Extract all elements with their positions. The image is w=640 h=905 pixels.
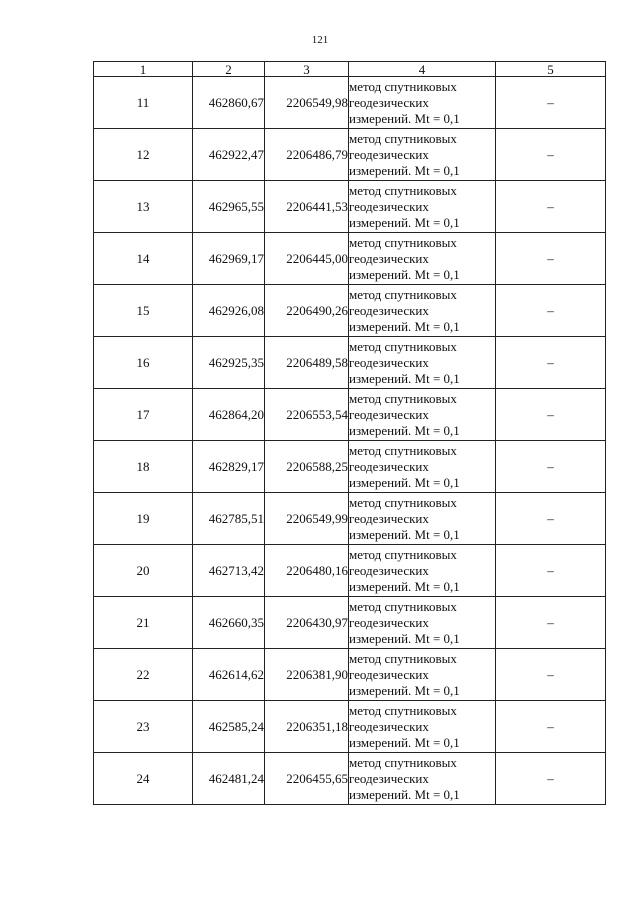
coord-y: 2206486,79 <box>265 129 349 181</box>
method-line-2: геодезических <box>349 250 429 266</box>
method-description <box>349 597 496 649</box>
header-col-4: 4 <box>349 62 496 77</box>
header-col-2: 2 <box>193 62 265 77</box>
coord-x: 462925,35 <box>193 337 265 389</box>
coord-x: 462864,20 <box>193 389 265 441</box>
note-cell: – <box>496 441 606 493</box>
method-line-3: измерений. Mt = 0,1 <box>349 578 460 594</box>
method-line-1: метод спутниковых <box>349 338 457 354</box>
coord-y: 2206489,58 <box>265 337 349 389</box>
coord-y: 2206441,53 <box>265 181 349 233</box>
method-description <box>349 233 496 285</box>
method-description <box>349 701 496 753</box>
method-line-1: метод спутниковых <box>349 286 457 302</box>
method-line-3: измерений. Mt = 0,1 <box>349 266 460 282</box>
note-cell: – <box>496 337 606 389</box>
method-description <box>349 441 496 493</box>
table-row <box>94 129 606 181</box>
coord-y: 2206351,18 <box>265 701 349 753</box>
method-line-1: метод спутниковых <box>349 598 457 614</box>
coord-x: 462614,62 <box>193 649 265 701</box>
method-line-3: измерений. Mt = 0,1 <box>349 734 460 750</box>
method-line-2: геодезических <box>349 146 429 162</box>
coord-y: 2206445,00 <box>265 233 349 285</box>
point-number: 12 <box>94 129 193 181</box>
table-row <box>94 441 606 493</box>
method-description <box>349 181 496 233</box>
coord-x: 462969,17 <box>193 233 265 285</box>
note-cell: – <box>496 753 606 805</box>
coord-y: 2206430,97 <box>265 597 349 649</box>
coord-x: 462829,17 <box>193 441 265 493</box>
method-description <box>349 337 496 389</box>
table-header-row <box>94 62 606 77</box>
method-line-3: измерений. Mt = 0,1 <box>349 214 460 230</box>
note-cell: – <box>496 545 606 597</box>
note-cell: – <box>496 129 606 181</box>
method-line-3: измерений. Mt = 0,1 <box>349 422 460 438</box>
table-row <box>94 233 606 285</box>
point-number: 13 <box>94 181 193 233</box>
method-line-1: метод спутниковых <box>349 494 457 510</box>
coord-x: 462926,08 <box>193 285 265 337</box>
table-row <box>94 493 606 545</box>
method-line-2: геодезических <box>349 94 429 110</box>
method-description <box>349 129 496 181</box>
table-row <box>94 597 606 649</box>
method-line-2: геодезических <box>349 614 429 630</box>
note-cell: – <box>496 77 606 129</box>
point-number: 11 <box>94 77 193 129</box>
table-row <box>94 77 606 129</box>
method-description <box>349 753 496 805</box>
point-number: 22 <box>94 649 193 701</box>
coord-x: 462585,24 <box>193 701 265 753</box>
table-row <box>94 701 606 753</box>
coord-y: 2206480,16 <box>265 545 349 597</box>
table-row <box>94 181 606 233</box>
table-row <box>94 337 606 389</box>
method-line-1: метод спутниковых <box>349 546 457 562</box>
note-cell: – <box>496 233 606 285</box>
method-line-3: измерений. Mt = 0,1 <box>349 110 460 126</box>
method-line-1: метод спутниковых <box>349 130 457 146</box>
method-line-2: геодезических <box>349 406 429 422</box>
note-cell: – <box>496 181 606 233</box>
method-line-1: метод спутниковых <box>349 650 457 666</box>
coord-x: 462860,67 <box>193 77 265 129</box>
coord-y: 2206588,25 <box>265 441 349 493</box>
method-line-2: геодезических <box>349 562 429 578</box>
point-number: 17 <box>94 389 193 441</box>
coord-x: 462713,42 <box>193 545 265 597</box>
method-line-1: метод спутниковых <box>349 78 457 94</box>
coord-y: 2206490,26 <box>265 285 349 337</box>
method-line-3: измерений. Mt = 0,1 <box>349 370 460 386</box>
note-cell: – <box>496 493 606 545</box>
method-line-1: метод спутниковых <box>349 702 457 718</box>
note-cell: – <box>496 389 606 441</box>
page-number: 121 <box>311 34 329 46</box>
method-line-2: геодезических <box>349 302 429 318</box>
method-description <box>349 649 496 701</box>
note-cell: – <box>496 701 606 753</box>
method-line-3: измерений. Mt = 0,1 <box>349 318 460 334</box>
method-line-1: метод спутниковых <box>349 754 457 770</box>
header-col-3: 3 <box>265 62 349 77</box>
method-line-1: метод спутниковых <box>349 390 457 406</box>
method-line-1: метод спутниковых <box>349 182 457 198</box>
method-line-3: измерений. Mt = 0,1 <box>349 630 460 646</box>
method-description <box>349 285 496 337</box>
point-number: 19 <box>94 493 193 545</box>
point-number: 23 <box>94 701 193 753</box>
method-line-2: геодезических <box>349 770 429 786</box>
method-description <box>349 389 496 441</box>
point-number: 14 <box>94 233 193 285</box>
point-number: 20 <box>94 545 193 597</box>
method-line-3: измерений. Mt = 0,1 <box>349 162 460 178</box>
coord-x: 462922,47 <box>193 129 265 181</box>
method-line-3: измерений. Mt = 0,1 <box>349 474 460 490</box>
coord-x: 462965,55 <box>193 181 265 233</box>
table-row <box>94 753 606 805</box>
table-row <box>94 545 606 597</box>
point-number: 15 <box>94 285 193 337</box>
coord-y: 2206455,65 <box>265 753 349 805</box>
header-col-5: 5 <box>496 62 606 77</box>
point-number: 16 <box>94 337 193 389</box>
coordinates-table <box>93 61 606 805</box>
coord-x: 462481,24 <box>193 753 265 805</box>
method-line-3: измерений. Mt = 0,1 <box>349 526 460 542</box>
coord-y: 2206549,98 <box>265 77 349 129</box>
method-line-1: метод спутниковых <box>349 442 457 458</box>
coord-x: 462785,51 <box>193 493 265 545</box>
coord-y: 2206549,99 <box>265 493 349 545</box>
method-line-2: геодезических <box>349 666 429 682</box>
note-cell: – <box>496 649 606 701</box>
point-number: 21 <box>94 597 193 649</box>
method-line-2: геодезических <box>349 510 429 526</box>
table-row <box>94 285 606 337</box>
method-description <box>349 493 496 545</box>
point-number: 18 <box>94 441 193 493</box>
note-cell: – <box>496 285 606 337</box>
table-row <box>94 389 606 441</box>
method-description <box>349 77 496 129</box>
table-body <box>94 77 606 805</box>
method-line-3: измерений. Mt = 0,1 <box>349 682 460 698</box>
table-row <box>94 649 606 701</box>
coord-x: 462660,35 <box>193 597 265 649</box>
method-line-2: геодезических <box>349 354 429 370</box>
note-cell: – <box>496 597 606 649</box>
point-number: 24 <box>94 753 193 805</box>
coord-y: 2206381,90 <box>265 649 349 701</box>
method-line-2: геодезических <box>349 718 429 734</box>
method-line-2: геодезических <box>349 198 429 214</box>
coord-y: 2206553,54 <box>265 389 349 441</box>
method-line-2: геодезических <box>349 458 429 474</box>
header-col-1: 1 <box>94 62 193 77</box>
method-line-3: измерений. Mt = 0,1 <box>349 786 460 802</box>
method-description <box>349 545 496 597</box>
method-line-1: метод спутниковых <box>349 234 457 250</box>
